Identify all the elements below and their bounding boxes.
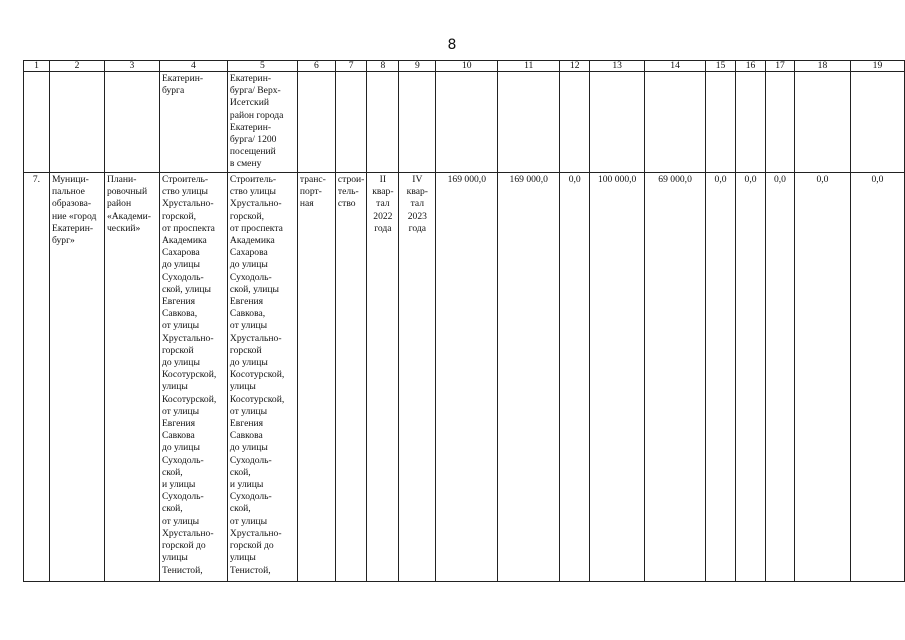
table-cell xyxy=(794,72,850,173)
column-number: 18 xyxy=(794,61,850,72)
start-date-cell: II квар- тал 2022 года xyxy=(367,173,399,582)
column-number: 19 xyxy=(850,61,904,72)
table-cell xyxy=(590,72,645,173)
table-cell xyxy=(498,72,560,173)
object-name-cell: Строитель- ство улицы Хрустально- горской, от проспекта Академика Сахарова до улицы Суходоль- ской, улицы Евгения Савкова, от улицы Хрустально- горской до улицы Косотурской, улицы Косотурской, от улицы Евгения Савкова до улицы Суходоль- ской, и улицы Суходоль- ской, от улицы Хрустально- горской до улицы Тенистой, xyxy=(159,173,227,582)
municipality-cell: Муници- пальное образова- ние «город Екатерин- бург» xyxy=(49,173,104,582)
amount-cell: 0,0 xyxy=(736,173,766,582)
amount-cell: 0,0 xyxy=(766,173,795,582)
column-number: 8 xyxy=(367,61,399,72)
infrastructure-type-cell: транс- порт- ная xyxy=(297,173,335,582)
amount-cell: 0,0 xyxy=(794,173,850,582)
table-cell xyxy=(49,72,104,173)
page-number: 8 xyxy=(447,37,457,53)
amount-cell: 169 000,0 xyxy=(498,173,560,582)
table-cell xyxy=(645,72,706,173)
row-number: 7. xyxy=(24,173,50,582)
table-cell xyxy=(706,72,736,173)
column-number-row xyxy=(24,61,905,72)
table-cell xyxy=(104,72,159,173)
amount-cell: 0,0 xyxy=(560,173,590,582)
table-row-continued xyxy=(24,72,905,173)
column-number: 15 xyxy=(706,61,736,72)
table-row-7 xyxy=(24,173,905,582)
amount-cell: 69 000,0 xyxy=(645,173,706,582)
table-cell xyxy=(766,72,795,173)
column-number: 6 xyxy=(297,61,335,72)
table-cell xyxy=(24,72,50,173)
table-cell xyxy=(399,72,436,173)
column-number: 16 xyxy=(736,61,766,72)
end-date-cell: IV квар- тал 2023 года xyxy=(399,173,436,582)
table-cell xyxy=(736,72,766,173)
column-number: 5 xyxy=(227,61,297,72)
table-cell xyxy=(850,72,904,173)
data-table xyxy=(23,60,905,582)
column-number: 7 xyxy=(335,61,367,72)
column-number: 2 xyxy=(49,61,104,72)
table-cell xyxy=(436,72,498,173)
table-cell xyxy=(297,72,335,173)
table-cell xyxy=(560,72,590,173)
object-details-cell: Строитель- ство улицы Хрустально- горской, от проспекта Академика Сахарова до улицы Суходоль- ской, улицы Евгения Савкова, от улицы Хрустально- горской до улицы Косотурской, улицы Косотурской, от улицы Евгения Савкова до улицы Суходоль- ской, и улицы Суходоль- ской, от улицы Хрустально- горской до улицы Тенистой, xyxy=(227,173,297,582)
amount-cell: 0,0 xyxy=(706,173,736,582)
column-number: 4 xyxy=(159,61,227,72)
work-type-cell: строи- тель- ство xyxy=(335,173,367,582)
column-number: 14 xyxy=(645,61,706,72)
column-number: 17 xyxy=(766,61,795,72)
amount-cell: 0,0 xyxy=(850,173,904,582)
table-cell xyxy=(335,72,367,173)
column-number: 1 xyxy=(24,61,50,72)
table-cell-object-capacity: Екатерин- бурга/ Верх- Исетский район города Екатерин- бурга/ 1200 посещений в смену xyxy=(227,72,297,173)
column-number: 12 xyxy=(560,61,590,72)
amount-cell: 169 000,0 xyxy=(436,173,498,582)
column-number: 3 xyxy=(104,61,159,72)
column-number: 13 xyxy=(590,61,645,72)
district-cell: Плани- ровочный район «Академи- ческий» xyxy=(104,173,159,582)
column-number: 9 xyxy=(399,61,436,72)
table-cell-object-location: Екатерин- бурга xyxy=(159,72,227,173)
table-cell xyxy=(367,72,399,173)
amount-cell: 100 000,0 xyxy=(590,173,645,582)
column-number: 10 xyxy=(436,61,498,72)
column-number: 11 xyxy=(498,61,560,72)
